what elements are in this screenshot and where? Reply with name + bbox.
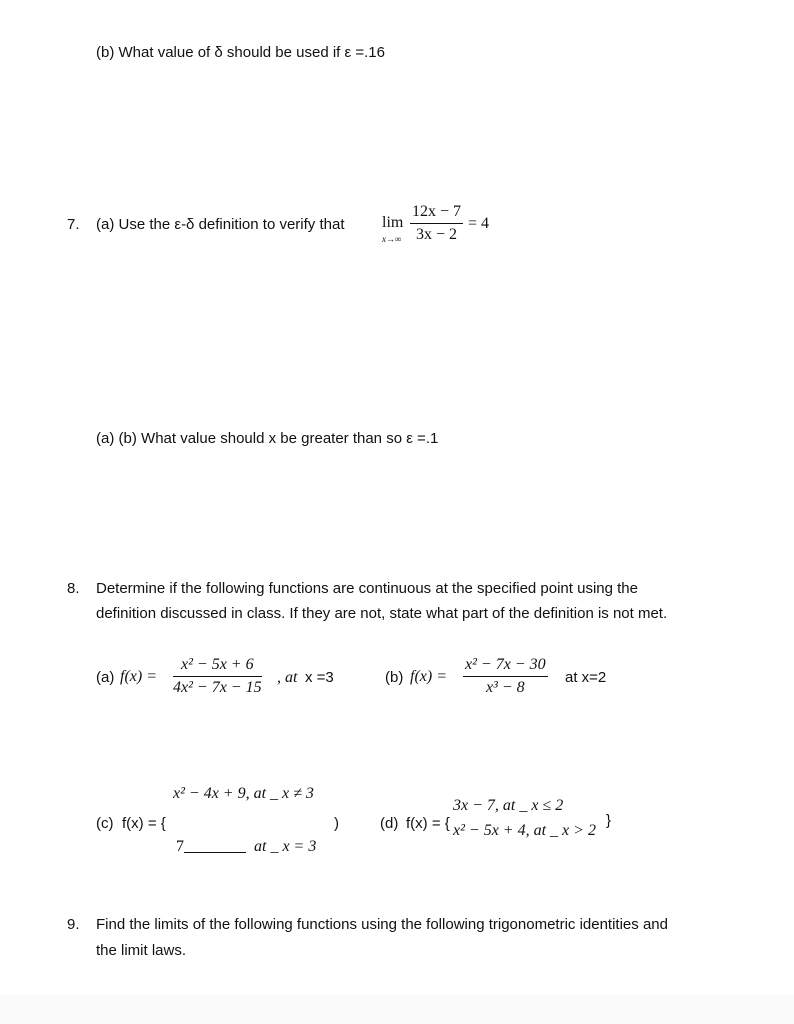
q8-line1: Determine if the following functions are continuous at the specified point using the — [96, 580, 638, 597]
q7b-label: (b) — [118, 430, 137, 447]
q8a-denominator: 4x² − 7x − 15 — [173, 679, 262, 696]
q8b-fname: f(x) = — [410, 668, 447, 685]
q8c-close: ) — [334, 815, 339, 832]
q8c-label: (c) — [96, 815, 114, 832]
q8d-case2: x² − 5x + 4, at _ x > 2 — [453, 822, 596, 839]
q7a-label: (a) — [96, 216, 115, 233]
q8a-numerator: x² − 5x + 6 — [173, 656, 262, 677]
q8b-label: (b) — [385, 669, 404, 686]
q8c-case2-value: 7 — [176, 838, 184, 855]
q8b-numerator: x² − 7x − 30 — [463, 656, 548, 677]
q8-line2: definition discussed in class. If they are not, state what part of the definition is not met. — [96, 605, 668, 622]
q6b-text: What value of δ should be used if ε =.16 — [118, 44, 385, 61]
limit-subscript: x→∞ — [382, 234, 402, 244]
q7b-var: x — [268, 430, 277, 447]
q7b-text: What value should — [141, 430, 265, 447]
q8b-point: at x=2 — [565, 669, 607, 686]
q8c-case2 — [176, 838, 246, 856]
page-bottom-band — [0, 995, 794, 1024]
q8a-label: (a) — [96, 669, 115, 686]
limit-fraction — [410, 203, 463, 244]
limit-numerator: 12x − 7 — [410, 203, 463, 224]
q8c-fname: f(x) = { — [122, 815, 166, 832]
q8a-comma-at: , at — [277, 669, 298, 686]
q9-line1: Find the limits of the following functions using the following trigonometric identities and — [96, 916, 668, 933]
q8b-denominator: x³ − 8 — [485, 679, 525, 696]
q7b-text-after: be greater than so ε =.1 — [280, 430, 439, 447]
blank-line — [184, 852, 246, 853]
q8d-close: } — [606, 812, 612, 829]
q8d-label: (d) — [380, 815, 399, 832]
limit-denominator: 3x − 2 — [416, 226, 458, 243]
q8a-point: x =3 — [305, 669, 334, 686]
q6b-label: (b) — [96, 44, 115, 61]
limit-lim: lim — [382, 214, 404, 231]
q9-number: 9. — [67, 916, 80, 933]
q8a-fraction — [173, 656, 262, 697]
q8-number: 8. — [67, 580, 80, 597]
limit-result: = 4 — [468, 215, 490, 232]
q8c-case1: x² − 4x + 9, at _ x ≠ 3 — [173, 785, 314, 802]
q8d-case1: 3x − 7, at _ x ≤ 2 — [453, 797, 564, 814]
q7-part-b — [96, 430, 438, 447]
q7b-prefix: (a) — [96, 430, 115, 447]
q7-part-a — [96, 216, 345, 233]
q9-line2: the limit laws. — [96, 942, 187, 959]
q8a-fname: f(x) = — [120, 668, 157, 685]
q8c-case2-cond: at _ x = 3 — [254, 838, 317, 855]
q7a-text: Use the ε-δ definition to verify that — [118, 216, 345, 233]
q8d-fname: f(x) = { — [406, 815, 450, 832]
q6-part-b — [96, 44, 385, 61]
q7-number: 7. — [67, 216, 80, 233]
q8b-fraction — [463, 656, 548, 697]
